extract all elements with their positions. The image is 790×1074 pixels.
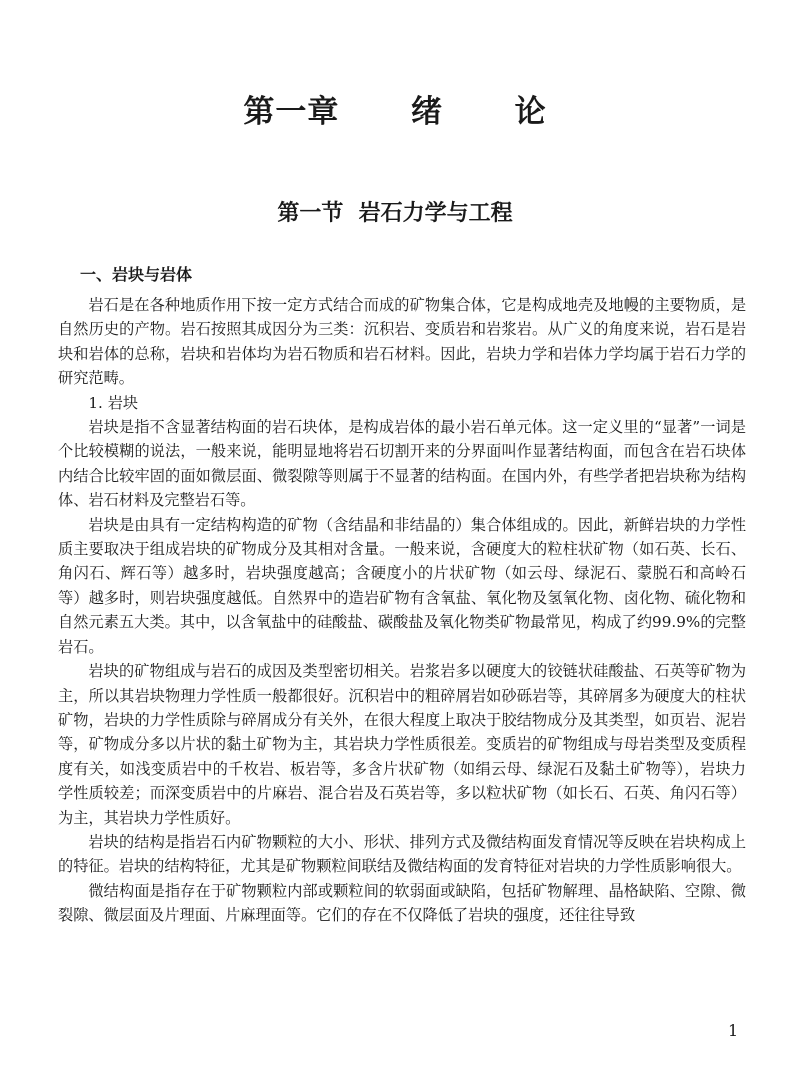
chapter-title: 第一章 绪 论 [243,94,547,130]
page-number: 1 [728,1021,739,1040]
section-title: 第一节 岩石力学与工程 [277,201,513,226]
paragraph-rock-block-definition: 岩块是指不含显著结构面的岩石块体，是构成岩体的最小岩石单元体。这一定义里的“显著”一词是个比较模糊的说法，一般来说，能明显地将岩石切割开来的分界面叫作显著结构面，而包含在岩石块体内结合比较牢固的面如微层面、微裂隙等则属于不显著的结构面。在国内外，有些学者把岩块称为结构体、岩石材料及完整岩石等。 [58,418,746,510]
paragraph-rock-structure: 岩块的结构是指岩石内矿物颗粒的大小、形状、排列方式及微结构面发育情况等反映在岩块构成上的特征。岩块的结构特征，尤其是矿物颗粒间联结及微结构面的发育特征对岩块的力学性质影响很大。 [58,832,746,876]
paragraph-micro-structure: 微结构面是指存在于矿物颗粒内部或颗粒间的软弱面或缺陷，包括矿物解理、晶格缺陷、空隙、微裂隙、微层面及片理面、片麻理面等。它们的存在不仅降低了岩块的强度，还往往导致 [58,881,746,925]
paragraph-mineral-composition: 岩块是由具有一定结构构造的矿物（含结晶和非结晶的）集合体组成的。因此，新鲜岩块的力学性质主要取决于组成岩块的矿物成分及其相对含量。一般来说，含硬度大的粒柱状矿物（如石英、长石、角闪石、辉石等）越多时，岩块强度越高；含硬度小的片状矿物（如云母、绿泥石、蒙脱石和高岭石等）越多时，则岩块强度越低。自然界中的造岩矿物有含氧盐、氧化物及氢氧化物、卤化物、硫化物和自然元素五大类。其中，以含氧盐中的硅酸盐、碳酸盐及氧化物类矿物最常见，构成了约99.9%的完整岩石。 [58,515,746,656]
paragraph-rock-definition: 岩石是在各种地质作用下按一定方式结合而成的矿物集合体，它是构成地壳及地幔的主要物质，是自然历史的产物。岩石按照其成因分为三类：沉积岩、变质岩和岩浆岩。从广义的角度来说，岩石是岩块和岩体的总称，岩块和岩体均为岩石物质和岩石材料。因此，岩块力学和岩体力学均属于岩石力学的研究范畴。 [58,296,746,388]
subsection-heading: 一、岩块与岩体 [80,265,193,284]
item-heading-rock-block: 1. 岩块 [88,393,139,412]
paragraph-rock-genesis: 岩块的矿物组成与岩石的成因及类型密切相关。岩浆岩多以硬度大的铰链状硅酸盐、石英等矿物为主，所以其岩块物理力学性质一般都很好。沉积岩中的粗碎屑岩如砂砾岩等，其碎屑多为硬度大的柱状矿物，岩块的力学性质除与碎屑成分有关外，在很大程度上取决于胶结物成分及其类型，如页岩、泥岩等，矿物成分多以片状的黏土矿物为主，其岩块力学性质很差。变质岩的矿物组成与母岩类型及变质程度有关，如浅变质岩中的千枚岩、板岩等，多含片状矿物（如绢云母、绿泥石及黏土矿物等），岩块力学性质较差；而深变质岩中的片麻岩、混合岩及石英岩等，多以粒状矿物（如长石、石英、角闪石等）为主，其岩块力学性质好。 [58,662,746,827]
body-text [58,293,746,928]
